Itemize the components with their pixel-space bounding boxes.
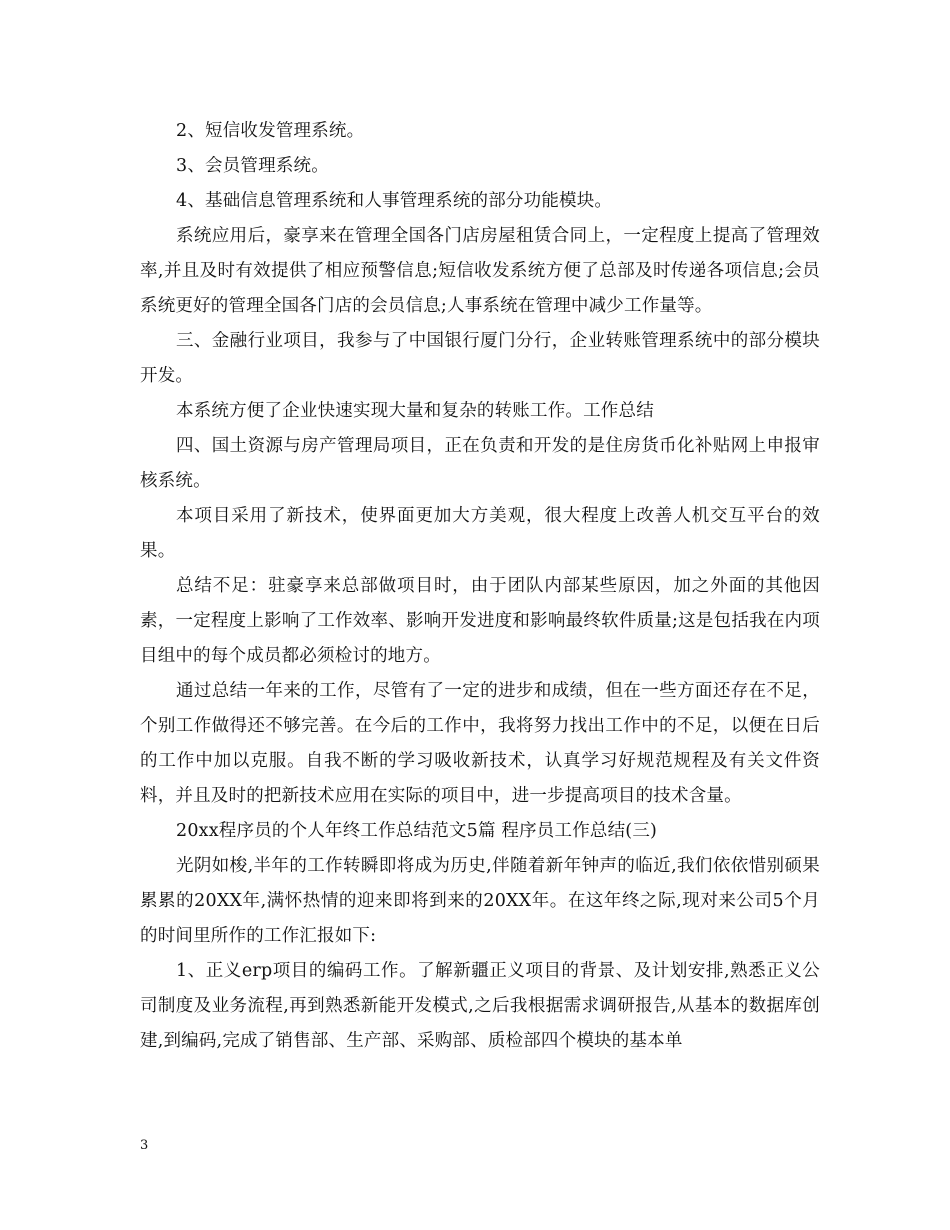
paragraph-transfer-system: 本系统方便了企业快速实现大量和复杂的转账工作。工作总结 <box>176 401 654 421</box>
paragraph-system-application: 系统应用后，豪享来在管理全国各门店房屋租赁合同上，一定程度上提高了管理效率,并且及时有效提供了相应预警信息;短信收发系统方便了总部及时传递各项信息;会员系统更好的管理全国各门店的会员信息;人事系统在管理中减少工作量等。 <box>140 226 820 316</box>
paragraph-year-summary: 通过总结一年来的工作，尽管有了一定的进步和成绩，但在一些方面还存在不足，个别工作做得还不够完善。在今后的工作中，我将努力找出工作中的不足，以便在日后的工作中加以克服。自我不断的学习吸收新技术，认真学习好规范规程及有关文件资料，并且及时的把新技术应用在实际的项目中，进一步提高项目的技术含量。 <box>140 681 820 806</box>
paragraph-item-4: 4、基础信息管理系统和人事管理系统的部分功能模块。 <box>176 191 613 211</box>
paragraph-new-technology: 本项目采用了新技术，使界面更加大方美观，很大程度上改善人机交互平台的效果。 <box>140 506 820 561</box>
paragraph-land-resources-project: 四、国土资源与房产管理局项目，正在负责和开发的是住房货币化补贴网上申报审核系统。 <box>140 436 820 491</box>
paragraph-intro: 光阴如梭,半年的工作转瞬即将成为历史,伴随着新年钟声的临近,我们依依惜别硕果累累的20XX年,满怀热情的迎来即将到来的20XX年。在这年终之际,现对来公司5个月的时间里所作的工作汇报如下: <box>140 856 820 946</box>
paragraph-finance-project: 三、金融行业项目，我参与了中国银行厦门分行，企业转账管理系统中的部分模块开发。 <box>140 331 820 386</box>
paragraph-erp-project: 1、正义erp项目的编码工作。了解新疆正义项目的背景、及计划安排,熟悉正义公司制度及业务流程,再到熟悉新能开发模式,之后我根据需求调研报告,从基本的数据库创建,到编码,完成了销售部、生产部、采购部、质检部四个模块的基本单 <box>140 961 820 1051</box>
section-heading: 20xx程序员的个人年终工作总结范文5篇 程序员工作总结(三) <box>176 821 658 841</box>
paragraph-item-3: 3、会员管理系统。 <box>176 156 329 176</box>
paragraph-item-2: 2、短信收发管理系统。 <box>176 121 365 141</box>
page-number: 3 <box>140 1138 149 1153</box>
paragraph-shortcomings: 总结不足：驻豪享来总部做项目时，由于团队内部某些原因，加之外面的其他因素，一定程度上影响了工作效率、影响开发进度和影响最终软件质量;这是包括我在内项目组中的每个成员都必须检讨的地方。 <box>140 576 820 666</box>
document-body <box>140 114 820 1059</box>
